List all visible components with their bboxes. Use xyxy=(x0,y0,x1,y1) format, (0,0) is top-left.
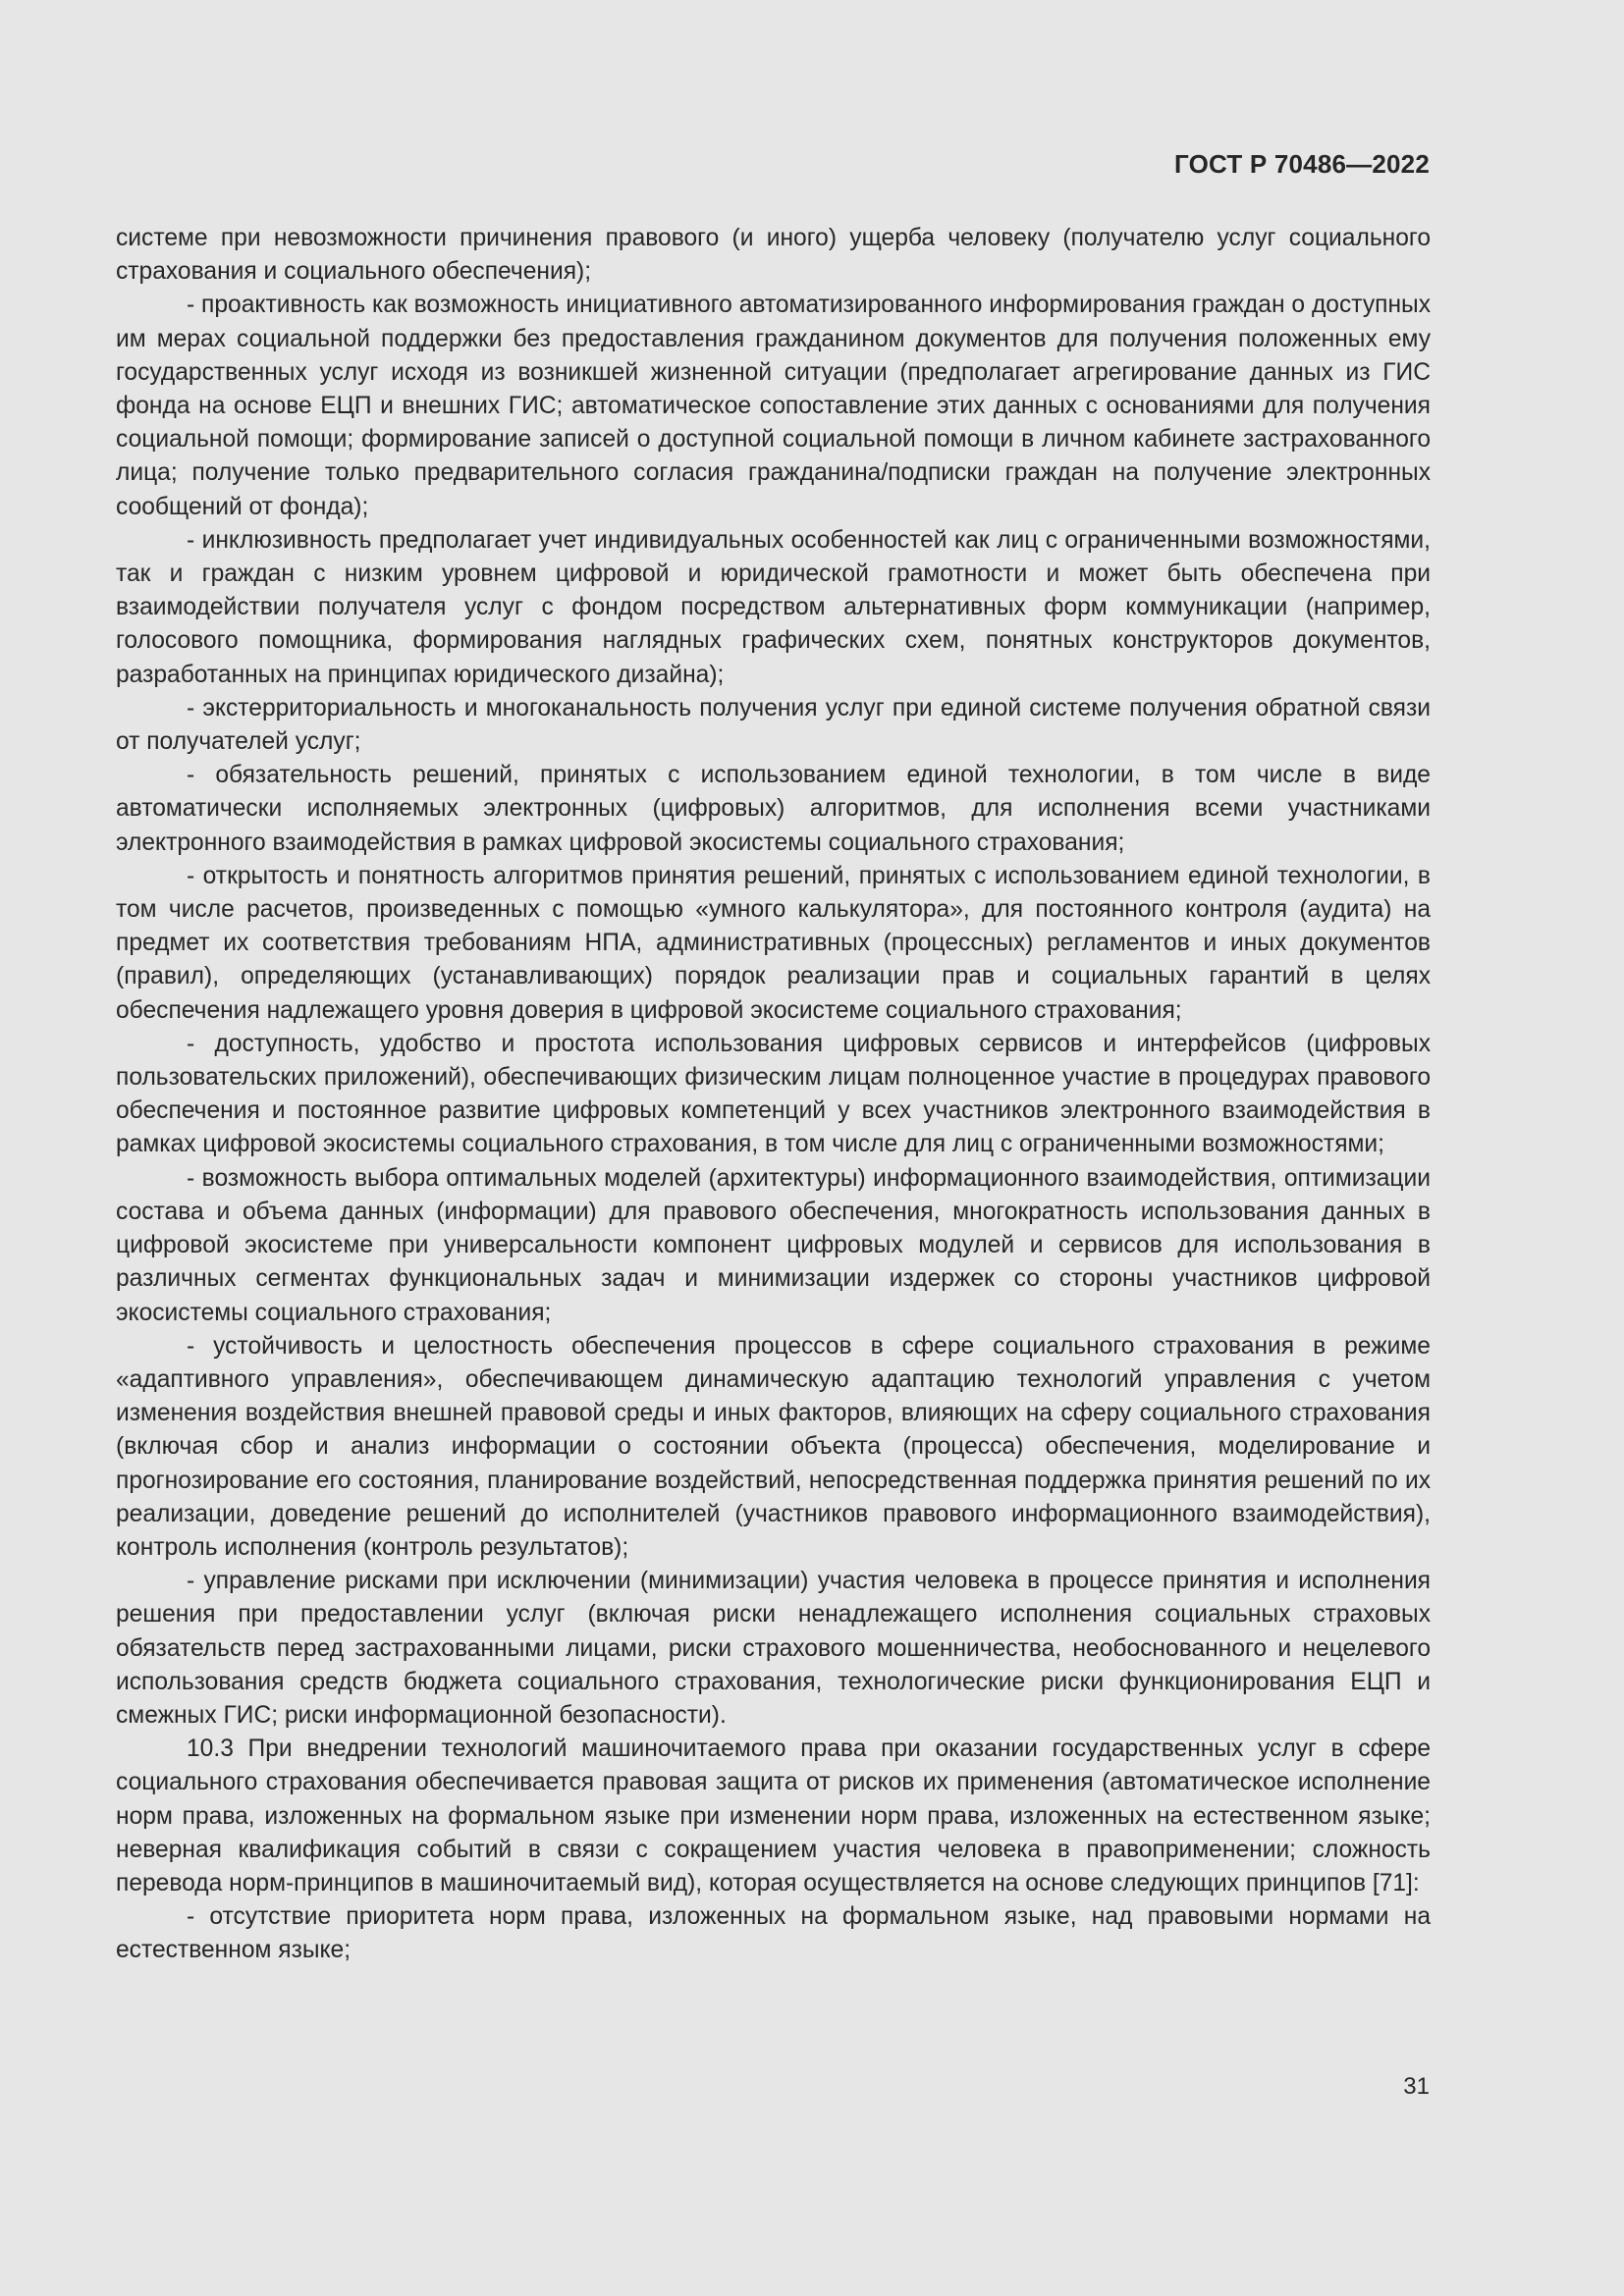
paragraph-openness: - открытость и понятность алгоритмов принятия решений, принятых с использованием единой технологии, в том числе расчетов, произведенных с помощью «умного калькулятора», для постоянного контроля (аудита) на предмет их соответствия требованиям НПА, административных (процессных) регламентов и иных документов (правил), определяющих (устанавливающих) порядок реализации прав и социальных гарантий в целях обеспечения надлежащего уровня доверия в цифровой экосистеме социального страхования; xyxy=(116,862,1431,1024)
paragraph-proactivity: - проактивность как возможность инициативного автоматизированного информирования граждан о доступных им мерах социальной поддержки без предоставления гражданином документов для получения положенных ему государственных услуг исходя из возникшей жизненной ситуации (предполагает агрегирование данных из ГИС фонда на основе ЕЦП и внешних ГИС; автоматическое сопоставление этих данных с основаниями для получения социальной помощи; формирование записей о доступной социальной помощи в личном кабинете застрахованного лица; получение только предварительного согласия гражданина/подписки граждан на получение электронных сообщений от фонда); xyxy=(116,292,1431,520)
document-body xyxy=(116,222,1431,1968)
paragraph-continuation: системе при невозможности причинения правового (и иного) ущерба человеку (получателю услуг социального страхования и социального обеспечения); xyxy=(116,225,1431,286)
paragraph-optimal-models: - возможность выбора оптимальных моделей (архитектуры) информационного взаимодействия, оптимизации состава и объема данных (информации) для правового обеспечения, многократность использования данных в цифровой экосистеме при универсальности компонент цифровых модулей и сервисов для использования в различных сегментах функциональных задач и минимизации издержек со стороны участников цифровой экосистемы социального страхования; xyxy=(116,1164,1431,1326)
paragraph-stability: - устойчивость и целостность обеспечения процессов в сфере социального страхования в режиме «адаптивного управления», обеспечивающем динамическую адаптацию технологий управления с учетом изменения воздействия внешней правовой среды и иных факторов, влияющих на сферу социального страхования (включая сбор и анализ информации о состоянии объекта (процесса) обеспечения, моделирование и прогнозирование его состояния, планирование воздействий, непосредственная поддержка принятия решений по их реализации, доведение решений до исполнителей (участников правового информационного взаимодействия), контроль исполнения (контроль результатов); xyxy=(116,1332,1431,1561)
paragraph-extraterritoriality: - экстерриториальность и многоканальность получения услуг при единой системе получения обратной связи от получателей услуг; xyxy=(116,694,1431,756)
paragraph-risk-management: - управление рисками при исключении (минимизации) участия человека в процессе принятия и исполнения решения при предоставлении услуг (включая риски ненадлежащего исполнения социальных страховых обязательств перед застрахованными лицами, риски страхового мошенничества, необоснованного и нецелевого использования средств бюджета социального страхования, технологические риски функционирования ЕЦП и смежных ГИС; риски информационной безопасности). xyxy=(116,1568,1431,1729)
document-standard-code: ГОСТ Р 70486—2022 xyxy=(1174,149,1430,179)
paragraph-inclusivity: - инклюзивность предполагает учет индивидуальных особенностей как лиц с ограниченными возможностями, так и граждан с низким уровнем цифровой и юридической грамотности и может быть обеспечена при взаимодействии получателя услуг с фондом посредством альтернативных форм коммуникации (например, голосового помощника, формирования наглядных графических схем, понятных конструкторов документов, разработанных на принципах юридического дизайна); xyxy=(116,526,1431,688)
paragraph-no-priority: - отсутствие приоритета норм права, изложенных на формальном языке, над правовыми нормами на естественном языке; xyxy=(116,1903,1431,1964)
paragraph-section-10-3: 10.3 При внедрении технологий машиночитаемого права при оказании государственных услуг в сфере социального страхования обеспечивается правовая защита от рисков их применения (автоматическое исполнение норм права, изложенных на формальном языке при изменении норм права, изложенных на естественном языке; неверная квалификация событий в связи с сокращением участия человека в правоприменении; сложность перевода норм-принципов в машиночитаемый вид), которая осуществляется на основе следующих принципов [71]: xyxy=(116,1735,1431,1896)
page-number: 31 xyxy=(1403,2073,1430,2100)
paragraph-binding-decisions: - обязательность решений, принятых с использованием единой технологии, в том числе в виде автоматически исполняемых электронных (цифровых) алгоритмов, для исполнения всеми участниками электронного взаимодействия в рамках цифровой экосистемы социального страхования; xyxy=(116,762,1431,856)
paragraph-accessibility: - доступность, удобство и простота использования цифровых сервисов и интерфейсов (цифровых пользовательских приложений), обеспечивающих физическим лицам полноценное участие в процедурах правового обеспечения и постоянное развитие цифровых компетенций у всех участников электронного взаимодействия в рамках цифровой экосистемы социального страхования, в том числе для лиц с ограниченными возможностями; xyxy=(116,1030,1431,1158)
